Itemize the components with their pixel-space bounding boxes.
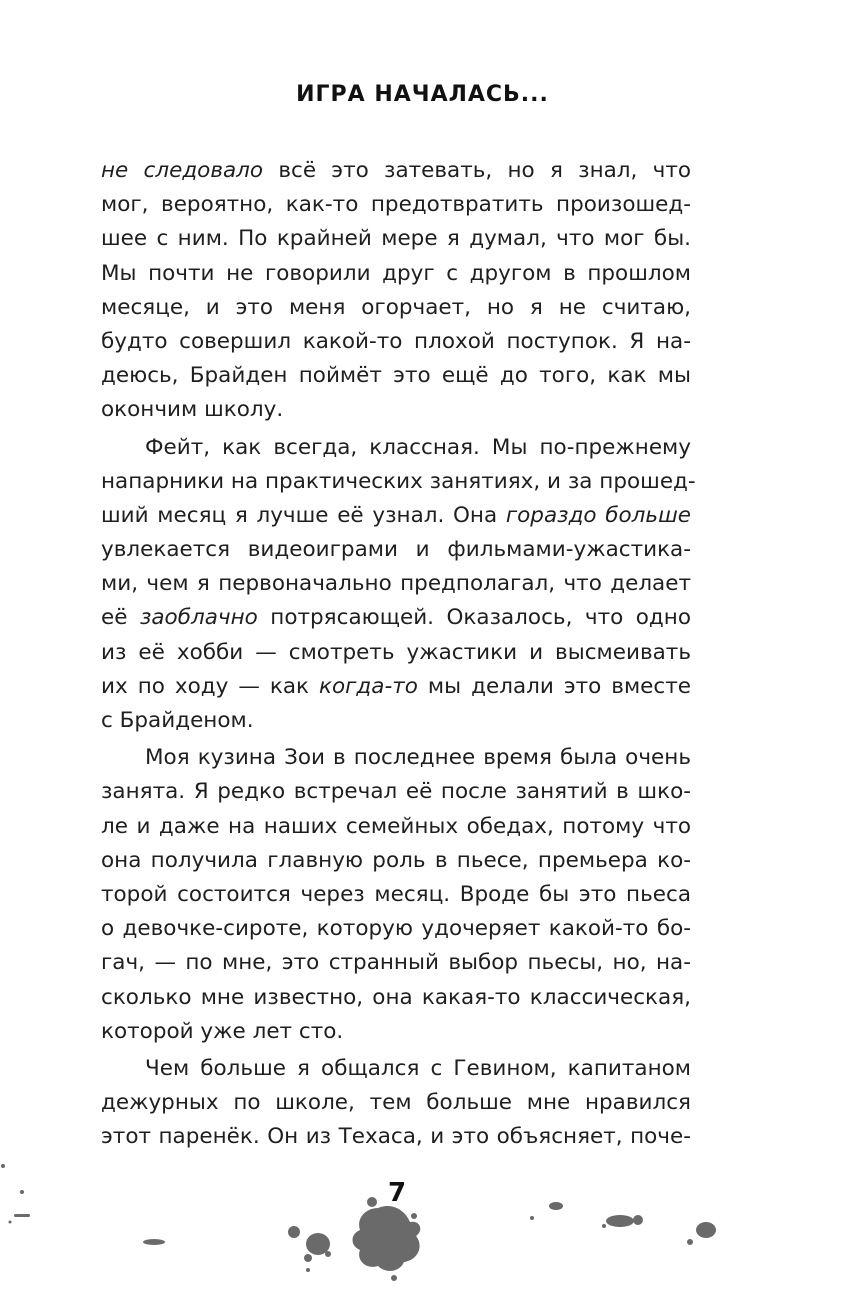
text-line: дежурных по школе, тем больше мне нравился — [101, 1090, 691, 1116]
text-line: шее с ним. По крайней мере я думал, что мог бы. — [101, 226, 691, 252]
text-line: мог, вероятно, как-то предотвратить произошед- — [101, 192, 691, 218]
text-line: с Брайденом. — [101, 708, 254, 733]
text-line: деюсь, Брайден поймёт это ещё до того, как мы — [101, 363, 691, 389]
text-line: гач, — по мне, это странный выбор пьесы, но, на- — [101, 950, 691, 976]
emphasis: заоблачно — [139, 605, 258, 631]
text-line: Чем больше я общался с Гевином, капитаном — [145, 1055, 691, 1081]
text-line: будто совершил какой-то плохой поступок. Я на- — [101, 328, 691, 354]
text-line: занята. Я редко встречал её после занятий в шко- — [101, 779, 691, 805]
text-line: этот паренёк. Он из Техаса, и это объясняет, поче- — [101, 1124, 691, 1150]
text-line: их по ходу — как когда-то мы делали это вместе — [101, 673, 691, 699]
text-line: Мы почти не говорили друг с другом в прошлом — [101, 260, 691, 286]
running-head: ИГРА НАЧАЛАСЬ... — [296, 82, 549, 107]
emphasis: не следовало — [101, 158, 264, 183]
text-line: о девочке-сироте, которую удочеряет какой-то бо- — [101, 916, 691, 942]
emphasis: когда-то — [319, 673, 418, 699]
text-line: Фейт, как всегда, классная. Мы по-прежнему — [145, 434, 691, 460]
ink-splatter-decoration — [0, 1150, 845, 1312]
text-line: увлекается видеоиграми и фильмами-ужастика- — [101, 537, 691, 563]
text-line: сколько мне известно, она какая-то классическая, — [101, 984, 691, 1010]
text-line: её заоблачно потрясающей. Оказалось, что одно — [101, 605, 691, 631]
text-line: не следовало всё это затевать, но я знал, что — [101, 158, 692, 183]
text-line: она получила главную роль в пьесе, премьера ко- — [101, 847, 691, 873]
body-text — [101, 154, 696, 1154]
text-line: месяце, и это меня огорчает, но я не считаю, — [101, 294, 691, 320]
text-line: торой состоится через месяц. Вроде бы это пьеса — [101, 881, 691, 907]
text-line: которой уже лет сто. — [101, 1018, 344, 1044]
page-number: 7 — [387, 1178, 407, 1208]
text-line: окончим школу. — [101, 397, 284, 423]
text-line: ший месяц я лучше её узнал. Она гораздо больше — [101, 502, 691, 528]
emphasis: гораздо больше — [505, 502, 691, 528]
text-line: напарники на практических занятиях, и за прошед- — [101, 468, 696, 494]
text-line: Моя кузина Зои в последнее время была очень — [145, 745, 691, 771]
text-line: из её хобби — смотреть ужастики и высмеивать — [101, 639, 691, 665]
text-line: ле и даже на наших семейных обедах, потому что — [101, 813, 691, 839]
text-line: ми, чем я первоначально предполагал, что делает — [101, 571, 691, 597]
